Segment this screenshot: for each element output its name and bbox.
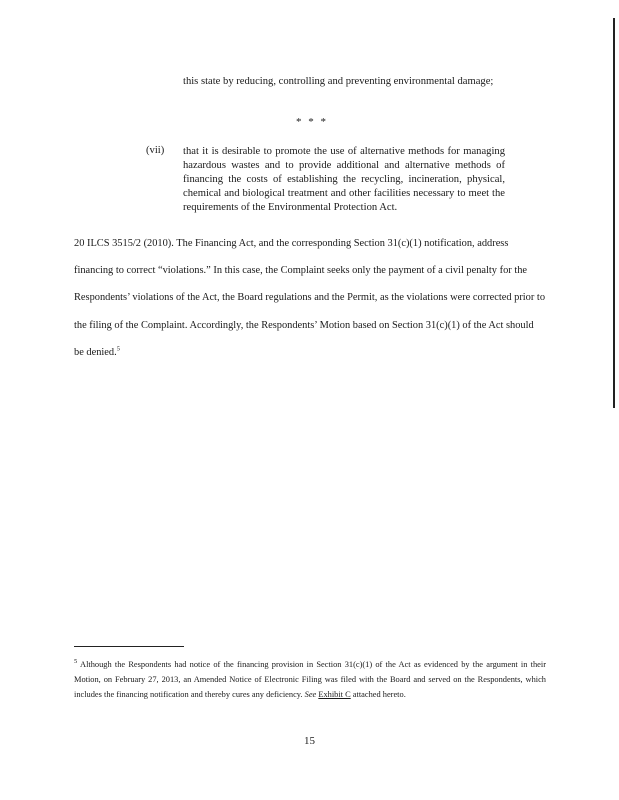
item-marker: (vii): [146, 145, 165, 156]
quote-continuation: this state by reducing, controlling and preventing environmental damage;: [183, 76, 494, 87]
footnote-see: See: [304, 690, 317, 699]
footnote: [74, 657, 546, 702]
body-paragraph-text: 20 ILCS 3515/2 (2010). The Financing Act, and the corresponding Section 31(c)(1) notification, address financing to correct “violations.” In this case, the Complaint seeks only the payment of a civil penalty for the Respondents’ violations of the Act, the Board regulations and the Permit, as the violations were corrected prior to the filing of the Complaint. Accordingly, the Respondents’ Motion based on Section 31(c)(1) of the Act should be denied.: [74, 238, 546, 358]
footnote-exhibit-link: Exhibit C: [318, 690, 351, 699]
quote-item-vii: that it is desirable to promote the use of alternative methods for managing hazardous wastes and to provide additional and alternative methods of financing the costs of establishing the recycling, incineration, physical, chemical and biological treatment and other facilities necessary to meet the requirements of the Environmental Protection Act.: [183, 146, 505, 213]
footnote-tail: attached hereto.: [352, 690, 406, 699]
scan-edge-line: [613, 18, 615, 408]
footnote-text: Although the Respondents had notice of the financing provision in Section 31(c)(1) of the Act as evidenced by the argument in their Motion, on February 27, 2013, an Amended Notice of Electronic Filing was filed with the Board and served on the Respondents, which includes the financing notification and thereby cures any deficiency.: [74, 660, 546, 699]
page-number: 15: [304, 735, 315, 747]
body-paragraph: [74, 230, 546, 366]
footnote-marker: 5: [74, 658, 78, 666]
footnote-separator: [74, 646, 184, 647]
footnote-reference: 5: [116, 345, 120, 353]
ellipsis-marker: * * *: [296, 116, 328, 128]
